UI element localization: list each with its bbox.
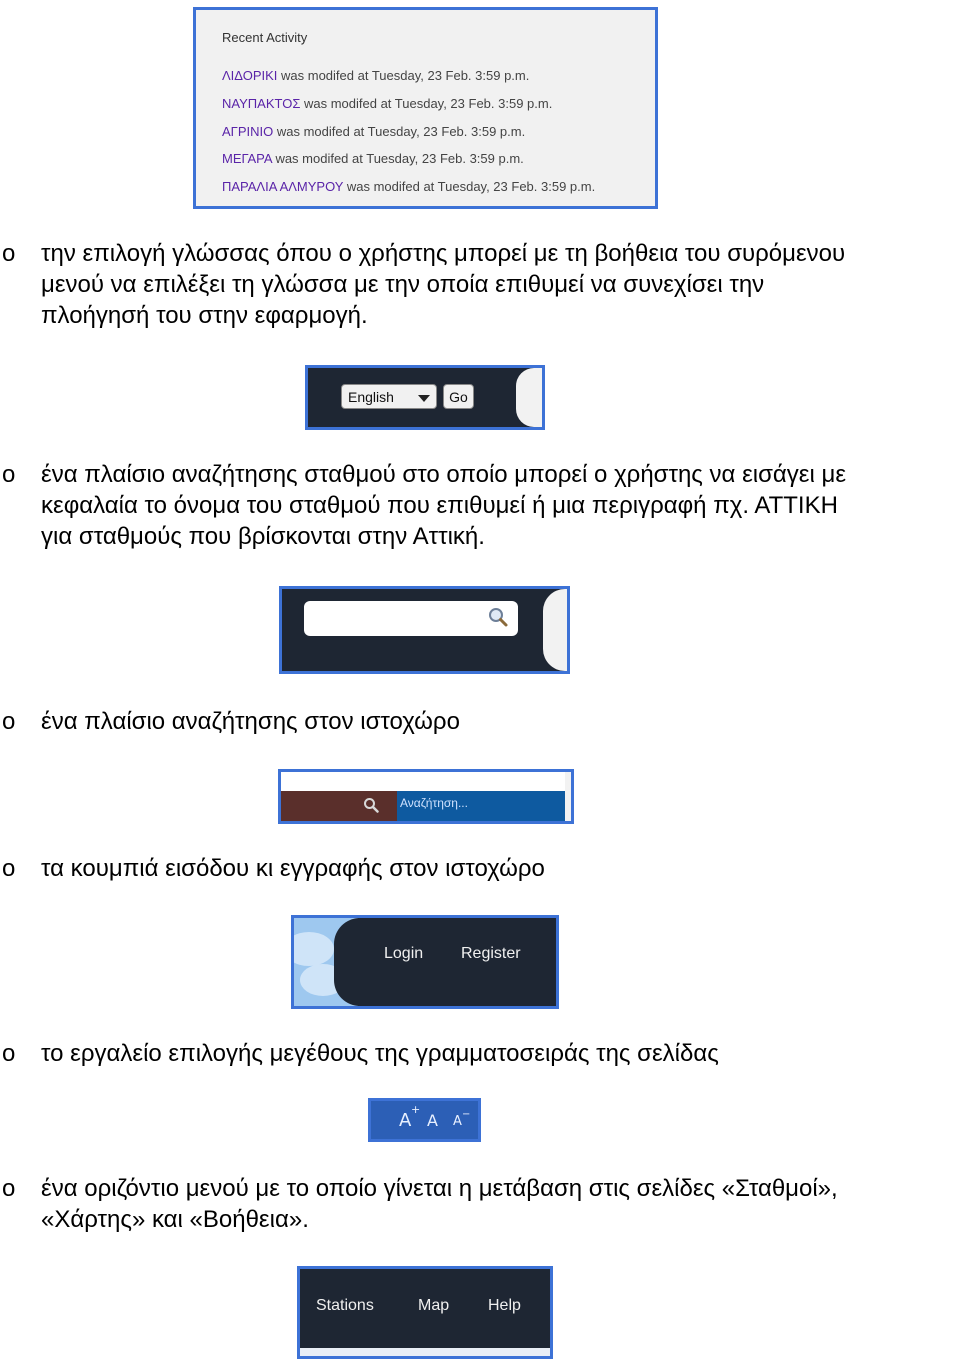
bullet-line: τα κουμπιά εισόδου κι εγγραφής στον ιστοχώρο [41, 855, 545, 882]
menu-item-stations[interactable]: Stations [316, 1297, 374, 1314]
bullet-line: πλοήγησή του στην εφαρμογή. [41, 302, 368, 329]
chevron-down-icon [418, 395, 430, 402]
station-link[interactable]: ΠΑΡΑΛΙΑ ΑΛΜΥΡΟΥ [222, 179, 344, 194]
go-button[interactable]: Go [443, 384, 474, 409]
station-link[interactable]: ΜΕΓΑΡΑ [222, 151, 272, 166]
recent-activity-title: Recent Activity [222, 30, 308, 45]
bullet-line: κεφαλαία το όνομα του σταθμού που επιθυμεί ή μια περιγραφή πχ. ΑΤΤΙΚΗ [41, 492, 838, 519]
magnifier-icon[interactable] [487, 606, 509, 628]
bullet-marker: o [2, 461, 16, 488]
activity-text: was modifed at Tuesday, 23 Feb. 3:59 p.m. [281, 68, 530, 83]
bullet-marker: o [2, 1175, 16, 1202]
header-strip [281, 772, 571, 791]
station-link[interactable]: ΛΙΔΟΡΙΚΙ [222, 68, 278, 83]
activity-text: was modifed at Tuesday, 23 Feb. 3:59 p.m. [303, 96, 553, 111]
bullet-line: το εργαλείο επιλογής μεγέθους της γραμματοσειράς της σελίδας [41, 1040, 719, 1067]
station-search-figure [279, 586, 570, 674]
bullet-line: ένα πλαίσιο αναζήτησης σταθμού στο οποίο μπορεί ο χρήστης να εισάγει με [41, 461, 847, 488]
language-select[interactable] [341, 384, 437, 409]
bullet-line: μενού να επιλέξει τη γλώσσα με την οποία επιθυμεί να συνεχίσει την [41, 271, 765, 298]
recent-activity-item [222, 68, 529, 83]
menu-item-help[interactable]: Help [488, 1297, 521, 1314]
header-bar [281, 791, 397, 821]
language-selector-figure [305, 365, 545, 430]
font-size-tool-figure [368, 1098, 481, 1142]
recent-activity-item [222, 151, 524, 166]
site-search-figure [278, 769, 574, 824]
increase-font-button[interactable] [399, 1103, 421, 1131]
register-button[interactable]: Register [461, 945, 521, 962]
decrease-font-button[interactable] [453, 1109, 471, 1129]
normal-font-button[interactable]: A [427, 1111, 438, 1130]
bullet-marker: o [2, 240, 16, 267]
station-search-input[interactable] [304, 601, 518, 636]
station-link[interactable]: ΝΑΥΠΑΚΤΟΣ [222, 96, 301, 111]
recent-activity-panel [193, 7, 658, 209]
decrease-font-mark: − [462, 1109, 471, 1120]
bullet-line: ένα πλαίσιο αναζήτησης στον ιστοχώρο [41, 708, 460, 735]
increase-font-mark: + [411, 1103, 421, 1116]
bullet-line: ένα οριζόντιο μενού με το οποίο γίνεται η μετάβαση στις σελίδες «Σταθμοί», [41, 1175, 838, 1202]
panel-edge [565, 772, 571, 821]
station-link[interactable]: ΑΓΡΙΝΙΟ [222, 124, 274, 139]
activity-text: was modifed at Tuesday, 23 Feb. 3:59 p.m. [275, 151, 524, 166]
recent-activity-item [222, 179, 595, 194]
site-search-placeholder: Αναζήτηση... [400, 796, 468, 810]
bullet-line: την επιλογή γλώσσας όπου ο χρήστης μπορεί με τη βοήθεια του συρόμενου [41, 240, 846, 267]
menu-item-map[interactable]: Map [418, 1297, 450, 1314]
menu-bottom-strip [300, 1348, 550, 1356]
decrease-font-label: A [453, 1114, 462, 1129]
panel-edge [516, 368, 542, 427]
bullet-marker: o [2, 855, 16, 882]
bullet-marker: o [2, 708, 16, 735]
bullet-line: «Χάρτης» και «Βοήθεια». [41, 1206, 309, 1233]
activity-text: was modifed at Tuesday, 23 Feb. 3:59 p.m. [346, 179, 596, 194]
recent-activity-item [222, 124, 525, 139]
recent-activity-item [222, 96, 552, 111]
activity-text: was modifed at Tuesday, 23 Feb. 3:59 p.m. [276, 124, 526, 139]
increase-font-label: A [399, 1110, 412, 1131]
bullet-marker: o [2, 1040, 16, 1067]
panel-edge [543, 589, 567, 671]
magnifier-icon[interactable] [363, 797, 379, 813]
login-button[interactable]: Login [384, 945, 424, 962]
language-select-value: English [348, 389, 394, 405]
bullet-line: για σταθμούς που βρίσκονται στην Αττική. [41, 523, 485, 550]
auth-buttons-figure [291, 915, 559, 1009]
header-panel [334, 918, 556, 1006]
main-menu-figure [297, 1266, 553, 1359]
